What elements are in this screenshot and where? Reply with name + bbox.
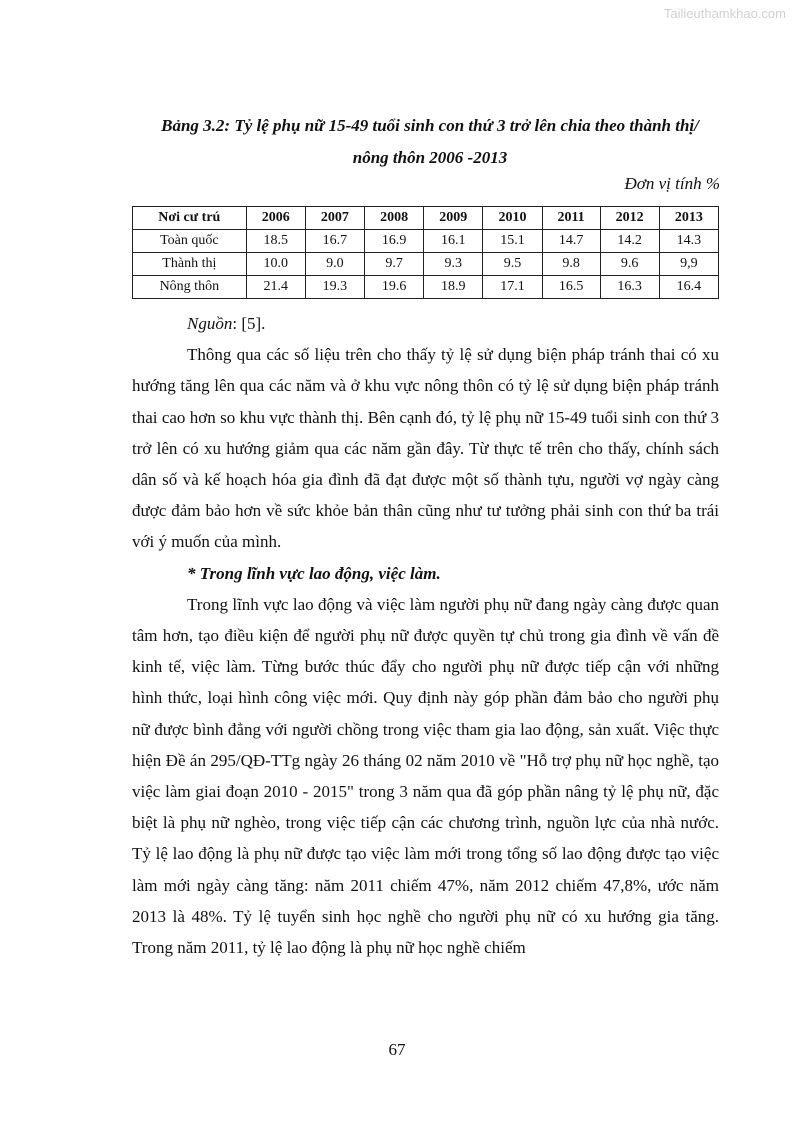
page-number: 67 [388, 1040, 406, 1059]
header-cell: 2007 [305, 207, 364, 230]
table-cell: 9.3 [424, 253, 483, 276]
section-heading: * Trong lĩnh vực lao động, việc làm. [187, 563, 441, 583]
source-line [132, 308, 719, 339]
body-text [132, 308, 719, 963]
table-cell: 14.2 [600, 230, 659, 253]
header-cell: Nơi cư trú [133, 207, 247, 230]
table-cell: 19.3 [305, 276, 364, 299]
table-cell: 19.6 [365, 276, 424, 299]
header-cell: 2013 [659, 207, 718, 230]
header-cell: 2012 [600, 207, 659, 230]
table-cell: 16.7 [305, 230, 364, 253]
table-caption [130, 110, 730, 174]
table-cell: 17.1 [483, 276, 542, 299]
header-cell: 2008 [365, 207, 424, 230]
table-cell: 16.4 [659, 276, 718, 299]
table-cell: 16.1 [424, 230, 483, 253]
table-cell: Thành thị [133, 253, 247, 276]
table-cell: 9,9 [659, 253, 718, 276]
table-header-row [133, 207, 719, 230]
table-row [133, 253, 719, 276]
table-row [133, 230, 719, 253]
header-cell: 2006 [246, 207, 305, 230]
table-cell: 16.3 [600, 276, 659, 299]
caption-line-1: Bảng 3.2: Tỷ lệ phụ nữ 15-49 tuổi sinh con thứ 3 trở lên chia theo thành thị/ [161, 116, 699, 135]
table-cell: 15.1 [483, 230, 542, 253]
table-cell: 9.6 [600, 253, 659, 276]
table-cell: Nông thôn [133, 276, 247, 299]
table-cell: 9.5 [483, 253, 542, 276]
watermark: Tailieuthamkhao.com [663, 6, 786, 21]
table-cell: 16.9 [365, 230, 424, 253]
data-table [132, 206, 719, 299]
caption-line-2: nông thôn 2006 -2013 [352, 148, 508, 167]
table-cell: 14.3 [659, 230, 718, 253]
table-cell: 9.7 [365, 253, 424, 276]
paragraph: Trong lĩnh vực lao động và việc làm người phụ nữ đang ngày càng được quan tâm hơn, tạo điều kiện để người phụ nữ được quyền tự chủ trong gia đình về vấn đề kinh tế, việc làm. Từng bước thúc đẩy cho người phụ nữ được tiếp cận với những hình thức, loại hình công việc mới. Quy định này góp phần đảm bảo cho người phụ nữ được bình đẳng với người chồng trong việc tham gia lao động, sản xuất. Việc thực hiện Đề án 295/QĐ-TTg ngày 26 tháng 02 năm 2010 về "Hỗ trợ phụ nữ học nghề, tạo việc làm giai đoạn 2010 - 2015" trong 3 năm qua đã góp phần nâng tỷ lệ phụ nữ, đặc biệt là phụ nữ nghèo, trong việc tiếp cận các chương trình, nguồn lực của nhà nước. Tỷ lệ lao động là phụ nữ được tạo việc làm mới trong tổng số lao động được tạo việc làm mới ngày càng tăng: năm 2011 chiếm 47%, năm 2012 chiếm 47,8%, ước năm 2013 là 48%. Tỷ lệ tuyển sinh học nghề cho người phụ nữ có xu hướng gia tăng. Trong năm 2011, tỷ lệ lao động là phụ nữ học nghề chiếm [132, 594, 719, 958]
paragraph: Thông qua các số liệu trên cho thấy tỷ lệ sử dụng biện pháp tránh thai có xu hướng tăng lên qua các năm và ở khu vực nông thôn có tỷ lệ sử dụng biện pháp tránh thai cao hơn so khu vực thành thị. Bên cạnh đó, tỷ lệ phụ nữ 15-49 tuổi sinh con thứ 3 trở lên có xu hướng giảm qua các năm gần đây. Từ thực tế trên cho thấy, chính sách dân số và kế hoạch hóa gia đình đã đạt được một số thành tựu, người vợ ngày càng được đảm bảo hơn về sức khỏe bản thân cũng như tư tưởng phải sinh con thứ ba trái với ý muốn của mình. [132, 345, 719, 552]
source-ref: : [5]. [232, 314, 266, 333]
table-cell: 9.8 [542, 253, 600, 276]
table-row [133, 276, 719, 299]
unit-label: Đơn vị tính % [624, 174, 720, 193]
header-cell: 2010 [483, 207, 542, 230]
table-cell: 9.0 [305, 253, 364, 276]
header-cell: 2009 [424, 207, 483, 230]
table-cell: 18.9 [424, 276, 483, 299]
table-cell: 16.5 [542, 276, 600, 299]
table-cell: 18.5 [246, 230, 305, 253]
table-cell: 10.0 [246, 253, 305, 276]
header-cell: 2011 [542, 207, 600, 230]
source-label: Nguồn [187, 314, 233, 333]
table-cell: Toàn quốc [133, 230, 247, 253]
table-cell: 21.4 [246, 276, 305, 299]
table-cell: 14.7 [542, 230, 600, 253]
